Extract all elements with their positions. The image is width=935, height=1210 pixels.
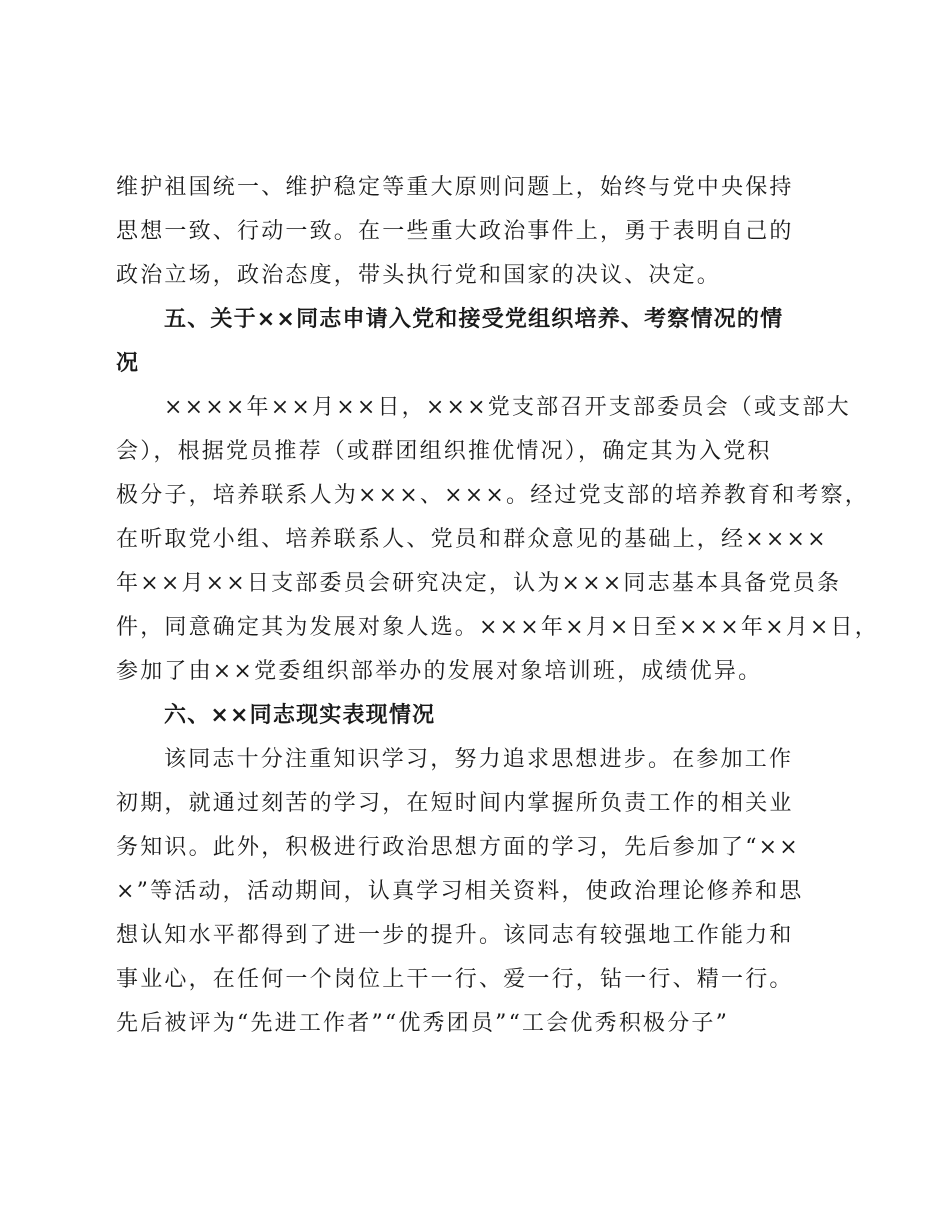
section-heading-5: 五、关于××同志申请入党和接受党组织培养、考察情况的情	[164, 307, 784, 332]
document-body	[116, 166, 879, 1046]
text-line: 想认知水平都得到了进一步的提升。该同志有较强地工作能力和	[116, 923, 794, 948]
section-heading-5-continuation: 况	[116, 351, 140, 376]
text-line: ××××年××月××日，×××党支部召开支部委员会（或支部大	[164, 395, 851, 420]
text-line: ×”等活动，活动期间，认真学习相关资料，使政治理论修养和思	[116, 879, 804, 904]
text-line: 参加了由××党委组织部举办的发展对象培训班，成绩优异。	[116, 659, 763, 684]
text-line: 事业心，在任何一个岗位上干一行、爱一行，钻一行、精一行。	[116, 967, 794, 992]
text-line: 政治立场，政治态度，带头执行党和国家的决议、决定。	[116, 263, 722, 288]
text-line: 思想一致、行动一致。在一些重大政治事件上，勇于表明自己的	[116, 219, 794, 244]
text-line: 会），根据党员推荐（或群团组织推优情况），确定其为入党积	[116, 439, 772, 464]
text-line: 先后被评为“先进工作者”“优秀团员”“工会优秀积极分子”	[116, 1011, 730, 1036]
text-line: 务知识。此外，积极进行政治思想方面的学习，先后参加了“××	[116, 835, 800, 860]
text-line: 在听取党小组、培养联系人、党员和群众意见的基础上，经××××	[116, 527, 828, 552]
section-heading-6: 六、××同志现实表现情况	[164, 703, 436, 728]
text-line: 维护祖国统一、维护稳定等重大原则问题上，始终与党中央保持	[116, 175, 794, 200]
text-line: 初期，就通过刻苦的学习，在短时间内掌握所负责工作的相关业	[116, 791, 794, 816]
text-line: 极分子，培养联系人为×××、×××。经过党支部的培养教育和考察，	[116, 483, 870, 508]
text-line: 年××月××日支部委员会研究决定，认为×××同志基本具备党员条	[116, 571, 842, 596]
text-line: 该同志十分注重知识学习，努力追求思想进步。在参加工作	[164, 747, 794, 772]
text-line: 件，同意确定其为发展对象人选。×××年×月×日至×××年×月×日，	[116, 615, 879, 640]
